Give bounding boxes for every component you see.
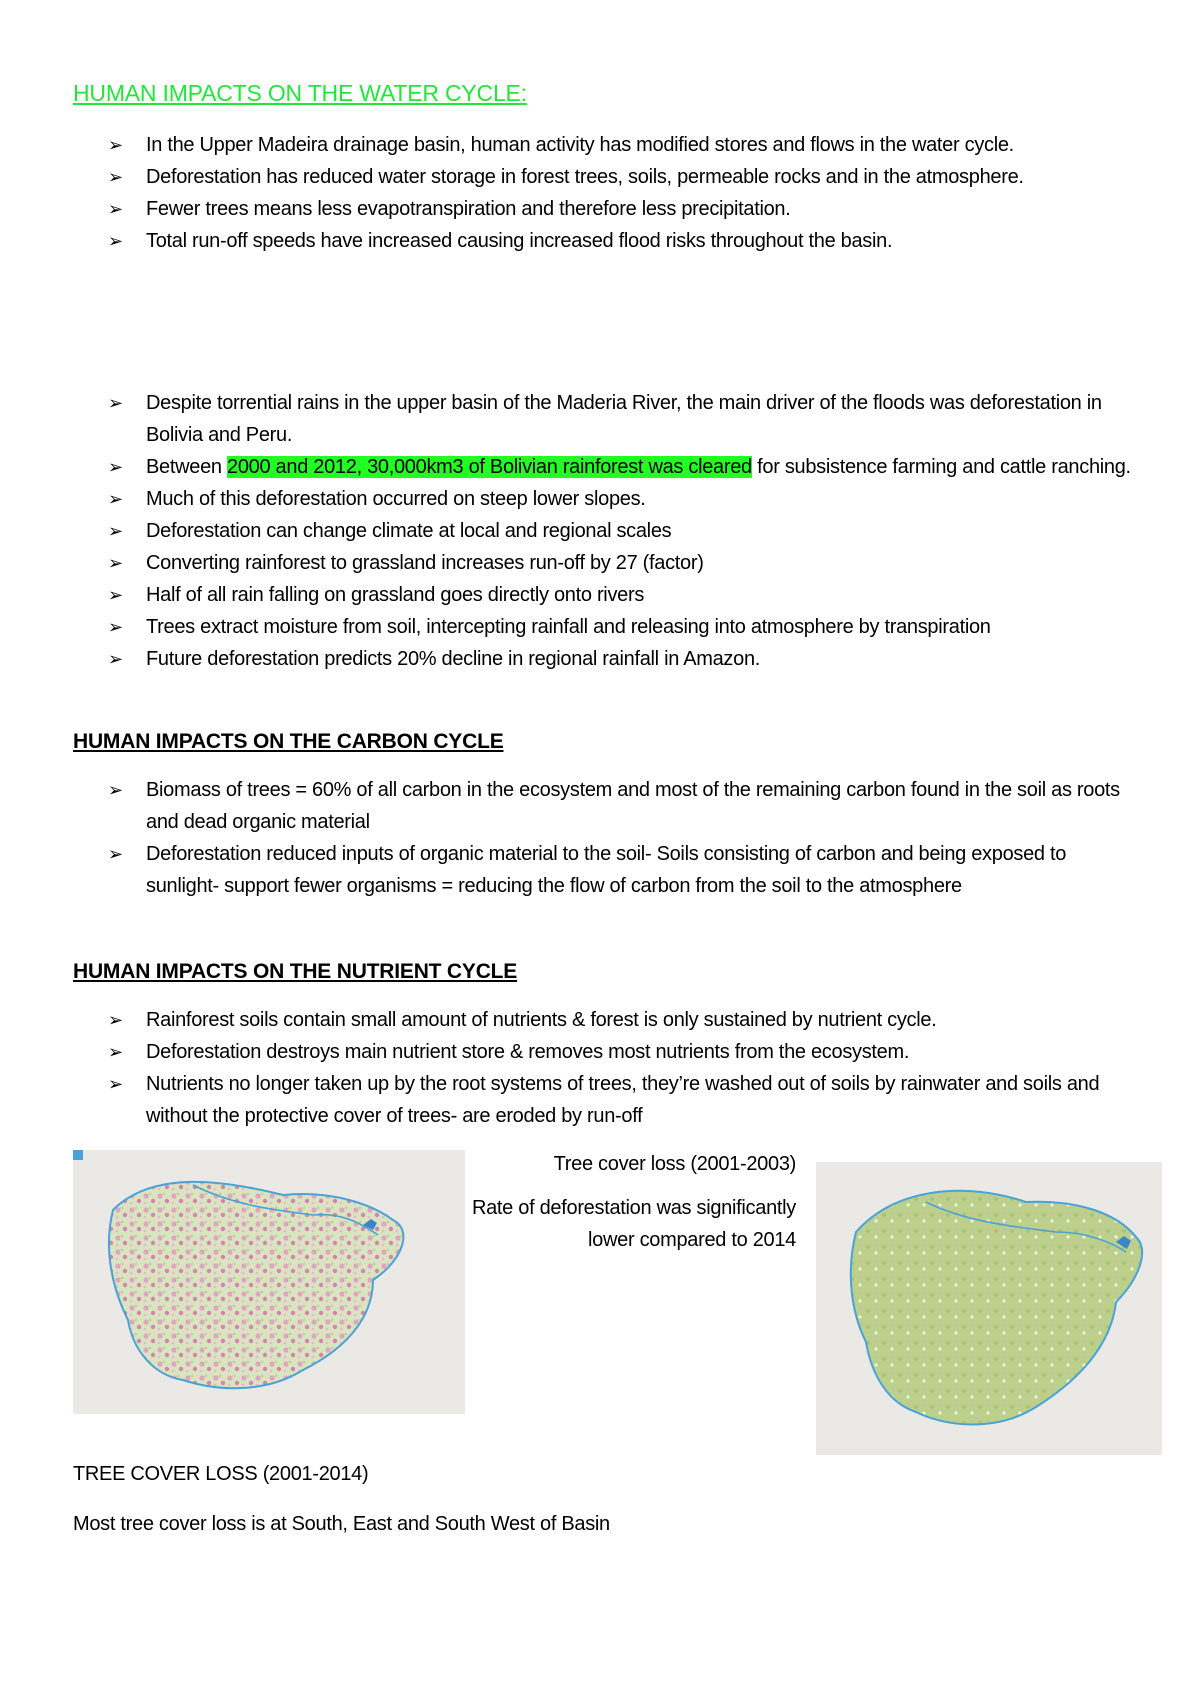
map-graphic [816, 1162, 1162, 1455]
arrow-bullet-icon: ➢ [108, 521, 123, 541]
arrow-bullet-icon: ➢ [108, 457, 123, 477]
list-item: ➢ Rainforest soils contain small amount of nutrients & forest is only sustained by nutrient cycle. [108, 1004, 1138, 1036]
water-cycle-heading: HUMAN IMPACTS ON THE WATER CYCLE: [73, 80, 527, 106]
arrow-bullet-icon: ➢ [108, 780, 123, 800]
list-item: ➢ Deforestation destroys main nutrient store & removes most nutrients from the ecosystem. [108, 1036, 1138, 1068]
nutrient-bullets [108, 1004, 1138, 1132]
list-item: ➢ Converting rainforest to grassland increases run-off by 27 (factor) [108, 547, 1138, 579]
right-map-caption-title: Tree cover loss (2001-2003) [553, 1153, 796, 1175]
list-item: ➢ Deforestation reduced inputs of organic material to the soil- Soils consisting of carbon and being exposed to sunlight- support fewer organisms = reducing the flow of carbon from the soil to the atmosphere [108, 838, 1138, 902]
arrow-bullet-icon: ➢ [108, 199, 123, 219]
list-item: ➢ Trees extract moisture from soil, intercepting rainfall and releasing into atmosphere by transpiration [108, 611, 1138, 643]
carbon-cycle-heading: HUMAN IMPACTS ON THE CARBON CYCLE [73, 730, 504, 753]
list-item: ➢ Nutrients no longer taken up by the root systems of trees, they’re washed out of soils by rainwater and soils and without the protective cover of trees- are eroded by run-off [108, 1068, 1138, 1132]
carbon-bullets [108, 774, 1138, 902]
nutrient-cycle-heading: HUMAN IMPACTS ON THE NUTRIENT CYCLE [73, 960, 518, 983]
right-map-caption-body: Rate of deforestation was significantly lower compared to 2014 [471, 1197, 796, 1251]
water-bullets-a [108, 129, 1138, 257]
list-item: ➢ Total run-off speeds have increased causing increased flood risks throughout the basin. [108, 225, 1138, 257]
water-bullets-b [108, 387, 1138, 675]
arrow-bullet-icon: ➢ [108, 617, 123, 637]
list-item: ➢ In the Upper Madeira drainage basin, human activity has modified stores and flows in the water cycle. [108, 129, 1138, 161]
list-item: ➢ Fewer trees means less evapotranspiration and therefore less precipitation. [108, 193, 1138, 225]
arrow-bullet-icon: ➢ [108, 1010, 123, 1030]
arrow-bullet-icon: ➢ [108, 585, 123, 605]
list-item: ➢ Much of this deforestation occurred on steep lower slopes. [108, 483, 1138, 515]
arrow-bullet-icon: ➢ [108, 1074, 123, 1094]
arrow-bullet-icon: ➢ [108, 393, 123, 413]
arrow-bullet-icon: ➢ [108, 649, 123, 669]
arrow-bullet-icon: ➢ [108, 167, 123, 187]
right-map-caption [470, 1148, 796, 1256]
list-item: ➢ Half of all rain falling on grassland goes directly onto rivers [108, 579, 1138, 611]
list-item: ➢ Biomass of trees = 60% of all carbon in the ecosystem and most of the remaining carbon found in the soil as roots and dead organic material [108, 774, 1138, 838]
tree-cover-loss-map-2001-2014 [73, 1150, 465, 1414]
left-map-caption-title: TREE COVER LOSS (2001-2014) [73, 1463, 369, 1485]
arrow-bullet-icon: ➢ [108, 231, 123, 251]
tree-cover-loss-map-2001-2003 [816, 1162, 1162, 1455]
map-graphic [73, 1150, 465, 1414]
list-item: ➢ Despite torrential rains in the upper basin of the Maderia River, the main driver of the floods was deforestation in Bolivia and Peru. [108, 387, 1138, 451]
list-item: ➢ Between 2000 and 2012, 30,000km3 of Bolivian rainforest was cleared for subsistence farming and cattle ranching. [108, 451, 1138, 483]
arrow-bullet-icon: ➢ [108, 489, 123, 509]
list-item: ➢ Future deforestation predicts 20% decline in regional rainfall in Amazon. [108, 643, 1138, 675]
list-item: ➢ Deforestation can change climate at local and regional scales [108, 515, 1138, 547]
highlighted-text: 2000 and 2012, 30,000km3 of Bolivian rainforest was cleared [227, 456, 752, 478]
arrow-bullet-icon: ➢ [108, 135, 123, 155]
arrow-bullet-icon: ➢ [108, 553, 123, 573]
arrow-bullet-icon: ➢ [108, 1042, 123, 1062]
list-item: ➢ Deforestation has reduced water storage in forest trees, soils, permeable rocks and in the atmosphere. [108, 161, 1138, 193]
arrow-bullet-icon: ➢ [108, 844, 123, 864]
left-map-caption-body: Most tree cover loss is at South, East and South West of Basin [73, 1513, 610, 1535]
